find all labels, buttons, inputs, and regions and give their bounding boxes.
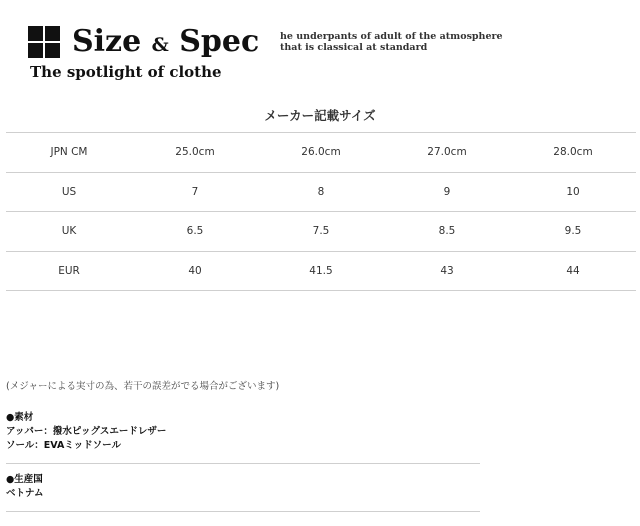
spec-line: アッパー：撥水ピッグスエードレザー <box>6 426 167 437</box>
spec-origin <box>6 473 480 512</box>
row-label: US <box>6 172 132 212</box>
table-cell: 8.5 <box>384 212 510 252</box>
table-cell: 7 <box>132 172 258 212</box>
size-table <box>6 132 636 291</box>
spec-heading: ●生産国 <box>6 474 43 485</box>
brand-subtitle: The spotlight of clothe <box>30 63 222 81</box>
brand-title-amp: & <box>151 34 169 56</box>
table-cell: 41.5 <box>258 251 384 291</box>
row-label: UK <box>6 212 132 252</box>
table-cell: 44 <box>510 251 636 291</box>
table-cell: 9.5 <box>510 212 636 252</box>
spec-line: ソール：EVAミッドソール <box>6 440 121 451</box>
table-row <box>6 133 636 173</box>
logo-squares-icon <box>28 26 60 58</box>
table-cell: 7.5 <box>258 212 384 252</box>
table-cell: 43 <box>384 251 510 291</box>
size-table-title: メーカー記載サイズ <box>264 108 376 123</box>
table-cell: 28.0cm <box>510 133 636 173</box>
spec-heading: ●素材 <box>6 412 34 423</box>
measurement-note: (メジャーによる実寸の為、若干の誤差がでる場合がございます) <box>6 381 280 392</box>
spec-material <box>6 411 480 464</box>
spec-line: ベトナム <box>6 488 44 499</box>
table-row <box>6 251 636 291</box>
table-row <box>6 172 636 212</box>
row-label: JPN CM <box>6 133 132 173</box>
table-cell: 6.5 <box>132 212 258 252</box>
tagline <box>280 31 503 53</box>
table-cell: 27.0cm <box>384 133 510 173</box>
tagline-line-2: that is classical at standard <box>280 42 428 53</box>
table-cell: 26.0cm <box>258 133 384 173</box>
brand-title <box>72 24 259 59</box>
page-header <box>28 26 628 86</box>
brand-title-main: Size <box>72 24 142 59</box>
table-cell: 25.0cm <box>132 133 258 173</box>
table-cell: 9 <box>384 172 510 212</box>
table-cell: 8 <box>258 172 384 212</box>
brand-title-end: Spec <box>179 24 260 59</box>
table-row <box>6 212 636 252</box>
table-cell: 10 <box>510 172 636 212</box>
tagline-line-1: he underpants of adult of the atmosphere <box>280 31 503 42</box>
row-label: EUR <box>6 251 132 291</box>
table-cell: 40 <box>132 251 258 291</box>
